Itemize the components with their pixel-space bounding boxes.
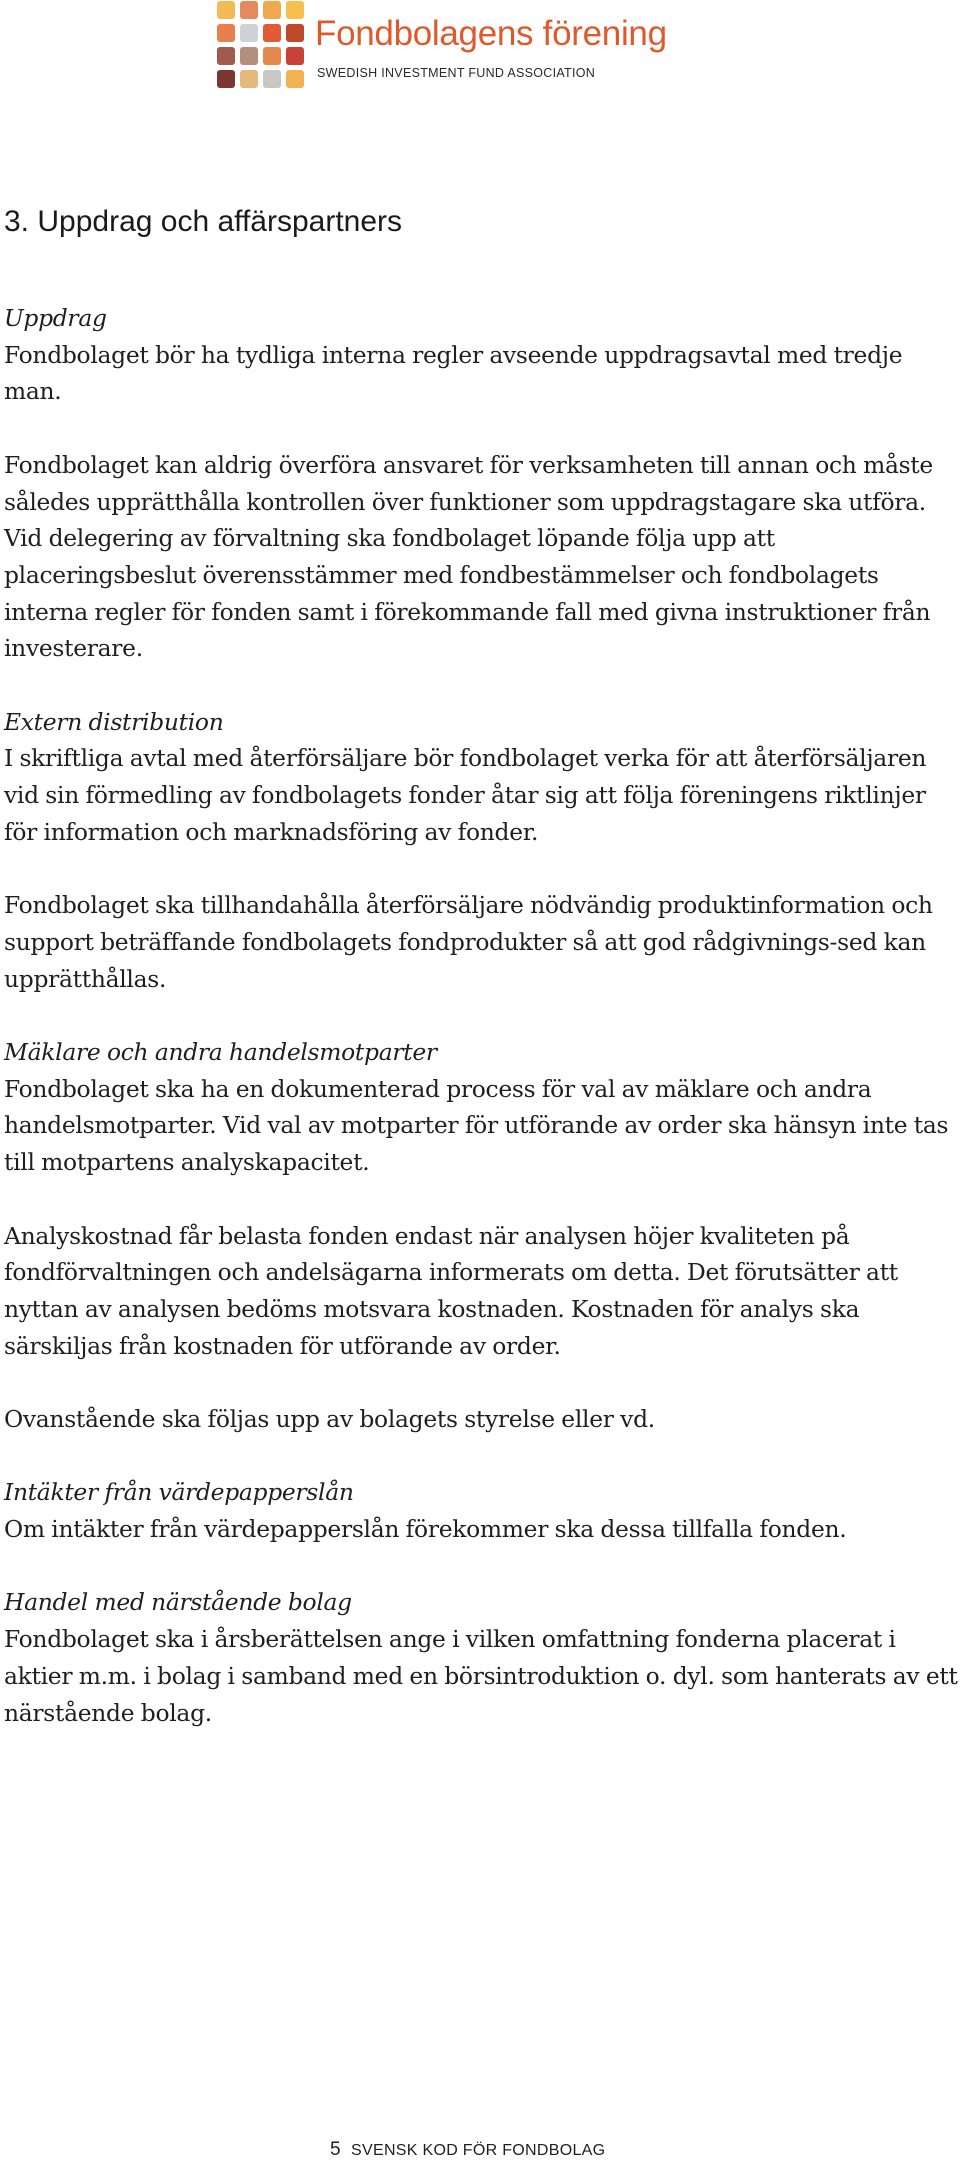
paragraph: Analyskostnad får belasta fonden endast när analysen höjer kvaliteten på fondförvaltningen och andelsägarna informerats om detta. Det förutsätter att nyttan av analysen bedöms motsvara kostnaden. Kostnaden för analys ska särskiljas från kostnaden för utförande av order. [4, 1221, 898, 1360]
logo-title: Fondbolagens förening [315, 14, 667, 53]
footer-text: SVENSK KOD FÖR FONDBOLAG [351, 2142, 606, 2159]
logo [216, 0, 667, 92]
section-title: 3. Uppdrag och affärspartners [4, 205, 403, 238]
logo-square [240, 47, 258, 65]
logo-square [286, 24, 304, 42]
paragraph: Fondbolaget ska ha en dokumenterad process för val av mäklare och andra handelsmotparter. Vid val av motparter för utförande av order ska hänsyn inte tas till motpartens analyskapacitet. [4, 1074, 949, 1177]
logo-square [217, 47, 235, 65]
logo-square [263, 70, 281, 88]
subheading: Handel med närstående bolag [4, 1588, 352, 1617]
section-intakter [4, 1474, 960, 1547]
logo-square [240, 1, 258, 19]
page-footer [330, 2140, 605, 2159]
subheading: Mäklare och andra handelsmotparter [4, 1038, 437, 1066]
subheading: Extern distribution [4, 707, 224, 736]
section-maklare [4, 1034, 960, 1438]
logo-square [217, 70, 235, 88]
logo-subtitle: SWEDISH INVESTMENT FUND ASSOCIATION [317, 66, 596, 80]
logo-square [240, 24, 258, 42]
document-body [4, 300, 960, 1731]
paragraph: Fondbolaget ska i årsberättelsen ange i vilken omfattning fonderna placerat i aktier m.m. i bolag i samband med en börsintroduktion o. dyl. som hanterats av ett närstående bolag. [4, 1625, 958, 1727]
logo-square [286, 1, 304, 19]
paragraph: I skriftliga avtal med återförsäljare bör fondbolaget verka för att återförsäljaren vid sin förmedling av fondbolagets fonder åtar sig att följa föreningens riktlinjer för information och marknadsföring av fonder. [4, 744, 927, 846]
paragraph: Ovanstående ska följas upp av bolagets styrelse eller vd. [4, 1405, 655, 1433]
paragraph: Fondbolaget bör ha tydliga interna regler avseende uppdragsavtal med tredje man. [4, 340, 903, 406]
subheading: Uppdrag [4, 304, 107, 332]
section-uppdrag [4, 300, 960, 667]
logo-square [263, 24, 281, 42]
logo-mark-icon [216, 0, 308, 92]
page-number: 5 [330, 2139, 341, 2160]
logo-square [286, 70, 304, 88]
section-extern-distribution [4, 704, 960, 998]
section-handel [4, 1584, 960, 1731]
logo-square [263, 1, 281, 19]
paragraph: Fondbolaget ska tillhandahålla återförsäljare nödvändig produktinformation och support beträffande fondbolagets fondprodukter så att god rådgivnings-sed kan upprätthållas. [4, 891, 933, 993]
paragraph: Om intäkter från värdepapperslån förekommer ska dessa tillfalla fonden. [4, 1515, 847, 1544]
paragraph: Fondbolaget kan aldrig överföra ansvaret för verksamheten till annan och måste således upprätthålla kontrollen över funktioner som uppdragstagare ska utföra. Vid delegering av förvaltning ska fondbolaget löpande följa upp att placeringsbeslut överensstämmer med fondbestämmelser och fondbolagets interna regler för fonden samt i förekommande fall med givna instruktioner från investerare. [4, 450, 933, 663]
subheading: Intäkter från värdepapperslån [4, 1478, 354, 1507]
logo-square [217, 24, 235, 42]
logo-square [286, 47, 304, 65]
logo-square [217, 1, 235, 19]
logo-square [263, 47, 281, 65]
logo-square [240, 70, 258, 88]
